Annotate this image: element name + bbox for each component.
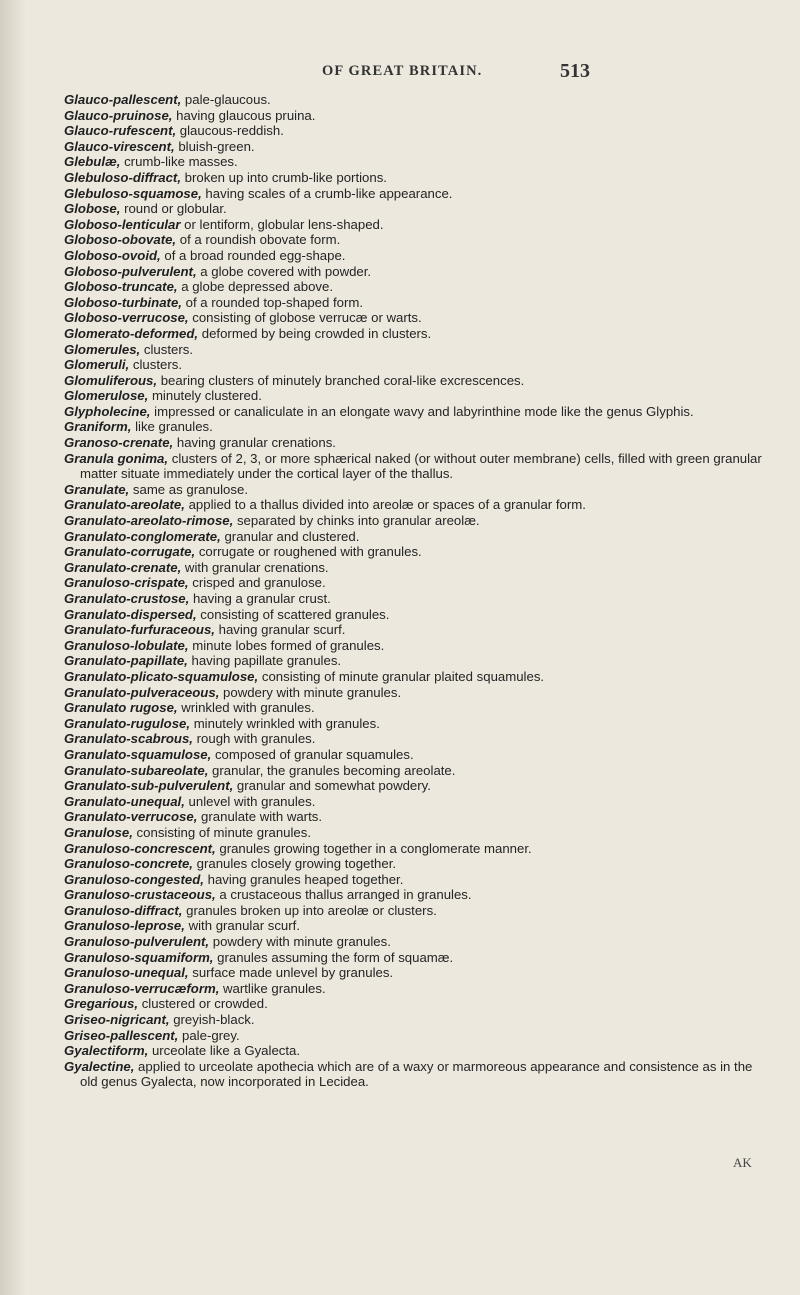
glossary-entry: [64, 981, 772, 997]
entry-term: Granulato-corrugate,: [64, 544, 196, 560]
glossary-entry: [64, 326, 772, 342]
glossary-entry: [64, 154, 772, 170]
entry-term: Globoso-ovoid,: [64, 247, 161, 263]
glossary-entry: [64, 482, 772, 498]
glossary-entry: [64, 357, 772, 373]
entry-definition: minute lobes formed of granules.: [188, 637, 385, 653]
entry-term: Glypholecine,: [64, 403, 151, 419]
glossary-entry: [64, 669, 772, 685]
entry-term: Griseo-nigricant,: [64, 1012, 170, 1028]
running-head: [0, 60, 800, 83]
entry-definition: surface made unlevel by granules.: [188, 965, 394, 981]
glossary-entry: [64, 747, 772, 763]
glossary-entry: [64, 778, 772, 794]
glossary-entry: [64, 856, 772, 872]
glossary-entry: [64, 918, 772, 934]
glossary-entry: [64, 716, 772, 732]
entry-term: Granulato-furfuraceous,: [64, 622, 215, 638]
glossary-entry: [64, 264, 772, 280]
glossary-entry: [64, 404, 772, 420]
entry-definition: clustered or crowded.: [138, 996, 268, 1012]
entry-definition: granules closely growing together.: [192, 856, 397, 872]
entry-term: Gyalectine,: [64, 1058, 135, 1074]
entry-term: Glauco-virescent,: [64, 138, 175, 154]
entry-term: Granuloso-squamiform,: [64, 949, 214, 965]
entry-definition: granular and somewhat powdery.: [233, 778, 431, 794]
entry-definition: consisting of scattered granules.: [196, 606, 390, 622]
glossary-entry: [64, 248, 772, 264]
entry-term: Globoso-truncate,: [64, 279, 178, 295]
entry-term: Globoso-obovate,: [64, 232, 177, 248]
entry-definition: broken up into crumb-like portions.: [181, 169, 387, 185]
glossary-entry: [64, 872, 772, 888]
entry-term: Granulato-subareolate,: [64, 762, 209, 778]
entry-term: Gyalectiform,: [64, 1043, 149, 1059]
glossary-entry: [64, 108, 772, 124]
entry-definition: a crustaceous thallus arranged in granules.: [215, 887, 472, 903]
glossary-entry: [64, 310, 772, 326]
glossary-entry: [64, 279, 772, 295]
glossary-entry: [64, 591, 772, 607]
entry-definition: having scales of a crumb-like appearance.: [201, 185, 453, 201]
entry-definition: separated by chinks into granular areolæ.: [233, 513, 480, 529]
entry-term: Granuloso-crispate,: [64, 575, 189, 591]
glossary-entry: [64, 342, 772, 358]
entry-definition: granulate with warts.: [197, 809, 322, 825]
glossary-entry: [64, 700, 772, 716]
glossary-entry: [64, 123, 772, 139]
running-title: OF GREAT BRITAIN.: [322, 63, 483, 79]
entry-term: Granulato-conglomerate,: [64, 528, 221, 544]
entry-definition: having granular crenations.: [173, 435, 336, 451]
glossary-entry: [64, 841, 772, 857]
glossary-entry: [64, 419, 772, 435]
entry-term: Granulato-scabrous,: [64, 731, 193, 747]
glossary-entry: [64, 295, 772, 311]
entry-definition: pale-glaucous.: [181, 92, 271, 107]
glossary-entry: [64, 186, 772, 202]
entry-definition: powdery with minute granules.: [219, 684, 402, 700]
entry-definition: consisting of minute granules.: [132, 824, 312, 840]
glossary-entry: [64, 201, 772, 217]
entry-term: Globoso-turbinate,: [64, 294, 182, 310]
glossary-entry: [64, 1012, 772, 1028]
entry-term: Granulato-dispersed,: [64, 606, 197, 622]
entry-term: Glauco-pruinose,: [64, 107, 173, 123]
entry-term: Granoso-crenate,: [64, 435, 174, 451]
entry-definition: bearing clusters of minutely branched coral-like excrescences.: [157, 372, 525, 388]
glossary-entry: [64, 544, 772, 560]
entry-definition: greyish-black.: [169, 1012, 255, 1028]
entry-term: Graniform,: [64, 419, 132, 435]
glossary-entry: [64, 809, 772, 825]
entry-term: Glomuliferous,: [64, 372, 158, 388]
entry-definition: with granular scurf.: [184, 918, 300, 934]
entry-term: Glauco-pallescent,: [64, 92, 182, 107]
entry-term: Granuloso-diffract,: [64, 902, 183, 918]
entry-definition: minutely wrinkled with granules.: [190, 715, 380, 731]
entry-term: Glebuloso-diffract,: [64, 169, 181, 185]
entry-definition: having papillate granules.: [187, 653, 342, 669]
glossary-entry: [64, 1028, 772, 1044]
glossary-entry: [64, 1043, 772, 1059]
entry-definition: urceolate like a Gyalecta.: [148, 1043, 301, 1059]
entry-definition: consisting of globose verrucæ or warts.: [188, 310, 422, 326]
entry-definition: or lentiform, globular lens-shaped.: [180, 216, 384, 232]
entry-definition: deformed by being crowded in clusters.: [198, 325, 432, 341]
entry-term: Granuloso-verrucæform,: [64, 980, 220, 996]
entry-definition: crumb-like masses.: [120, 154, 238, 170]
entry-term: Granuloso-concrete,: [64, 856, 193, 872]
entry-definition: granules growing together in a conglomerate manner.: [215, 840, 532, 856]
entry-definition: granular and clustered.: [220, 528, 360, 544]
entry-definition: clusters.: [129, 357, 182, 373]
entry-definition: bluish-green.: [174, 138, 255, 154]
entry-term: Granuloso-concrescent,: [64, 840, 216, 856]
entry-definition: wrinkled with granules.: [177, 700, 315, 716]
glossary-entry: [64, 622, 772, 638]
entry-definition: having glaucous pruina.: [172, 107, 316, 123]
entry-definition: with granular crenations.: [181, 559, 329, 575]
entry-definition: powdery with minute granules.: [209, 934, 391, 950]
entry-term: Granulose,: [64, 824, 133, 840]
entry-term: Granuloso-pulverulent,: [64, 934, 210, 950]
page-number: 513: [560, 60, 590, 82]
entry-definition: clusters.: [140, 341, 193, 357]
entry-term: Glomerato-deformed,: [64, 325, 199, 341]
entry-definition: rough with granules.: [192, 731, 316, 747]
glossary-entry: [64, 965, 772, 981]
entry-definition: granules broken up into areolæ or clusters.: [182, 902, 437, 918]
entry-term: Granulato-plicato-squamulose,: [64, 668, 259, 684]
entry-definition: wartlike granules.: [219, 980, 326, 996]
glossary-entry: [64, 451, 772, 482]
entry-term: Granula gonima,: [64, 450, 169, 466]
entry-definition: of a rounded top-shaped form.: [181, 294, 364, 310]
entry-definition: clusters of 2, 3, or more sphærical naked (or without outer membrane) cells, filled with green granular matter situate immediately under the cortical layer of the thallus.: [80, 450, 762, 482]
entry-definition: corrugate or roughened with granules.: [195, 544, 422, 560]
glossary-entry: [64, 92, 772, 108]
glossary-entry: [64, 638, 772, 654]
entry-definition: granules assuming the form of squamæ.: [213, 949, 454, 965]
glossary-entry: [64, 497, 772, 513]
entry-term: Globoso-pulverulent,: [64, 263, 197, 279]
entry-definition: glaucous-reddish.: [176, 123, 284, 139]
glossary-entry: [64, 607, 772, 623]
entry-definition: having a granular crust.: [189, 591, 331, 606]
entry-term: Granulato-areolate,: [64, 497, 185, 513]
entry-definition: granular, the granules becoming areolate.: [208, 762, 456, 778]
glossary-entry: [64, 513, 772, 529]
glossary-entry: [64, 560, 772, 576]
entry-definition: round or globular.: [120, 201, 227, 217]
entry-definition: pale-grey.: [178, 1027, 240, 1043]
entry-definition: crisped and granulose.: [188, 575, 326, 591]
entry-term: Granulato rugose,: [64, 700, 178, 716]
glossary-entry: [64, 887, 772, 903]
entry-definition: minutely clustered.: [148, 388, 262, 404]
entry-term: Granulato-sub-pulverulent,: [64, 778, 234, 794]
entry-term: Granulato-squamulose,: [64, 746, 212, 762]
entry-definition: consisting of minute granular plaited squamules.: [258, 668, 545, 684]
entry-definition: composed of granular squamules.: [211, 746, 414, 762]
entry-definition: applied to urceolate apothecia which are of a waxy or marmoreous appearance and consistence as in the old genus Gyalecta, now incorporated in Lecidea.: [80, 1058, 753, 1090]
glossary-entry: [64, 373, 772, 389]
glossary-entry: [64, 934, 772, 950]
entry-term: Glomerules,: [64, 341, 141, 357]
glossary-entry: [64, 903, 772, 919]
glossary-entry: [64, 825, 772, 841]
entry-term: Globoso-lenticular: [64, 216, 181, 232]
glossary-entry: [64, 996, 772, 1012]
glossary-entry: [64, 435, 772, 451]
glossary-entry: [64, 794, 772, 810]
entry-definition: like granules.: [131, 419, 213, 435]
glossary-entry: [64, 170, 772, 186]
entry-term: Globose,: [64, 201, 121, 217]
glossary-entry: [64, 575, 772, 591]
entry-term: Granulato-papillate,: [64, 653, 188, 669]
entry-term: Glebulæ,: [64, 154, 121, 170]
gutter-shadow: [0, 0, 26, 1295]
entry-definition: of a roundish obovate form.: [176, 232, 341, 248]
catchword: AK: [733, 1155, 752, 1170]
glossary-entry: [64, 653, 772, 669]
glossary-entry: [64, 950, 772, 966]
glossary-entry: [64, 731, 772, 747]
glossary-entry: [64, 529, 772, 545]
entry-definition: applied to a thallus divided into areolæ or spaces of a granular form.: [184, 497, 586, 513]
glossary-entries: [64, 92, 772, 1090]
glossary-entry: [64, 139, 772, 155]
entry-term: Granulato-rugulose,: [64, 715, 191, 731]
entry-term: Granulato-verrucose,: [64, 809, 198, 825]
entry-term: Granulate,: [64, 481, 130, 497]
entry-term: Granuloso-crustaceous,: [64, 887, 216, 903]
entry-term: Granulato-areolato-rimose,: [64, 513, 234, 529]
glossary-entry: [64, 217, 772, 233]
glossary-entry: [64, 763, 772, 779]
entry-definition: having granules heaped together.: [203, 871, 404, 887]
entry-term: Glebuloso-squamose,: [64, 185, 202, 201]
entry-term: Granulato-crenate,: [64, 559, 182, 575]
entry-term: Granuloso-unequal,: [64, 965, 189, 981]
entry-definition: of a broad rounded egg-shape.: [160, 247, 346, 263]
entry-term: Granuloso-leprose,: [64, 918, 185, 934]
glossary-entry: [64, 388, 772, 404]
entry-term: Granulato-unequal,: [64, 793, 185, 809]
entry-definition: unlevel with granules.: [184, 793, 316, 809]
entry-definition: same as granulose.: [129, 481, 248, 497]
entry-term: Glauco-rufescent,: [64, 123, 177, 139]
entry-term: Granuloso-lobulate,: [64, 637, 189, 653]
entry-term: Granulato-crustose,: [64, 591, 190, 606]
glossary-entry: [64, 685, 772, 701]
glossary-entry: [64, 1059, 772, 1090]
entry-term: Granulato-pulveraceous,: [64, 684, 220, 700]
entry-term: Globoso-verrucose,: [64, 310, 189, 326]
entry-definition: a globe depressed above.: [177, 279, 333, 295]
entry-term: Granuloso-congested,: [64, 871, 204, 887]
entry-term: Glomeruli,: [64, 357, 130, 373]
entry-definition: having granular scurf.: [214, 622, 346, 638]
entry-term: Gregarious,: [64, 996, 139, 1012]
entry-term: Glomerulose,: [64, 388, 149, 404]
glossary-entry: [64, 232, 772, 248]
entry-definition: impressed or canaliculate in an elongate wavy and labyrinthine mode like the genus Glyphis.: [150, 403, 694, 419]
entry-definition: a globe covered with powder.: [196, 263, 372, 279]
entry-term: Griseo-pallescent,: [64, 1027, 179, 1043]
